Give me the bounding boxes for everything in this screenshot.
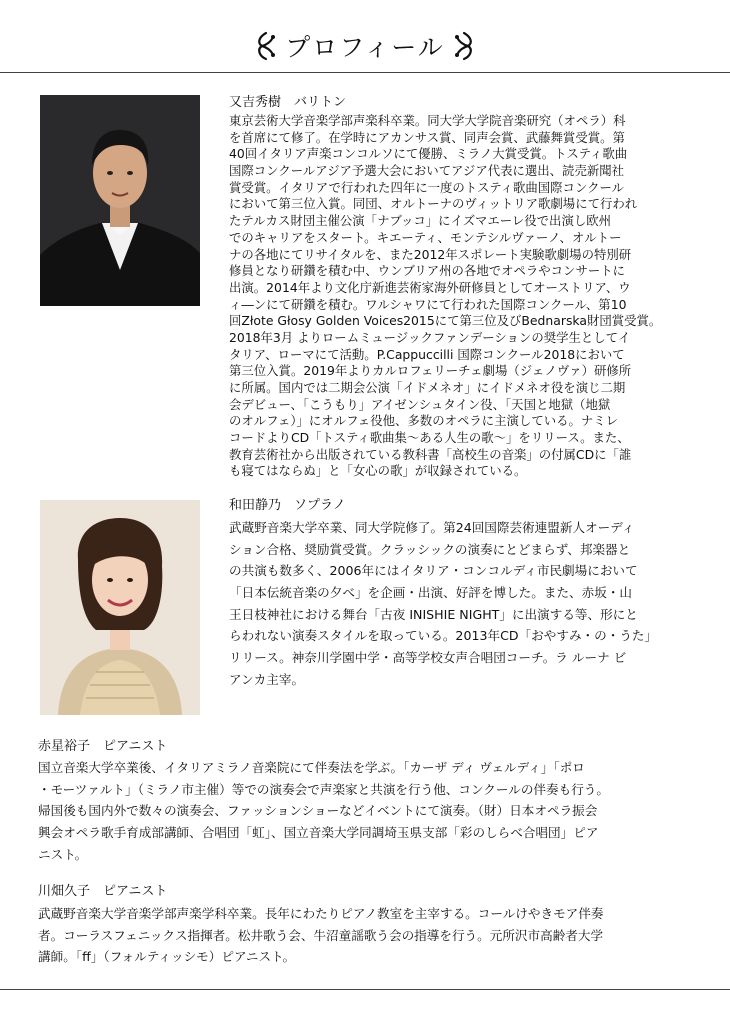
page-title: プロフィール [285, 33, 445, 62]
bio-line: 者。コーラスフェニックス指揮者。松井歌う会、牛沼童謡歌う会の指導を行う。元所沢市高齢者大学 [38, 927, 604, 943]
bio-line: 2018年3月 よりロームミュージックファンデーションの奨学生としてイ [229, 329, 631, 345]
bio-line: 「日本伝統音楽の夕べ」を企画・出演、好評を博した。また、赤坂・山 [229, 585, 632, 601]
bio-line: でのキャリアをスタート。キエーティ、モンテシルヴァーノ、オルトー [229, 229, 622, 245]
bio-line: 国立音楽大学卒業後、イタリアミラノ音楽院にて伴奏法を学ぶ。「カーザ ディ ヴェルディ」「ポロ [38, 760, 585, 775]
soprano-portrait [40, 500, 200, 715]
bio-line: において第三位入賞。同団、オルトーナのヴィットリア歌劇場にて行われ [229, 196, 638, 212]
bio-line: ナの各地にてリサイタルを、また2012年スポレート実験歌劇場の特別研 [229, 246, 632, 262]
bio-line: 回Złote Głosy Golden Voices2015にて第三位及びBednarska財団賞受賞。 [229, 313, 662, 329]
bio-line: 修員となり研鑽を積む中、ウンブリア州の各地でオペラやコンサートに [229, 263, 626, 279]
bio-line: 国際コンクールアジア予選大会においてアジア代表に選出、読売新聞社 [229, 163, 625, 179]
bio-line: に所属。国内では二期会公演「イドメネオ」にイドメネオ役を演じ二期 [229, 380, 626, 395]
bio-line: 出演。2014年より文化庁新進芸術家海外研修員としてオーストリア、ウ [229, 279, 631, 295]
bio-line: タリア、ローマにて活動。P.Cappuccilli 国際コンクール2018において [229, 346, 625, 362]
bio-line: ション合格、奨励賞受賞。クラッシックの演奏にとどまらず、邦楽器と [229, 541, 631, 557]
profile-bio [229, 113, 661, 480]
bio-line: ・モーツァルト」（ミラノ市主催）等での演奏会で声楽家と共演を行う他、コンクールの伴奏も行う。 [38, 781, 609, 797]
page-title-group [253, 28, 477, 64]
bio-line: 東京芸術大学音楽学部声楽科卒業。同大学大学院音楽研究（オペラ）科 [229, 113, 626, 128]
bio-line: 賞受賞。イタリアで行われた四年に一度のトスティ歌曲国際コンクール [229, 179, 625, 195]
profile-bio [38, 757, 609, 865]
bio-line: ニスト。 [38, 846, 88, 862]
bio-line: 武蔵野音楽大学音楽学部声楽学科卒業。長年にわたりピアノ教室を主宰する。コールけやきモア伴奏 [38, 906, 604, 921]
bio-line: も寝てはならぬ」と「女心の歌」が収録されている。 [229, 463, 527, 479]
bio-line: の共演も数多く、2006年にはイタリア・コンコルディ市民劇場において [229, 563, 638, 579]
bio-line: 第三位入賞。2019年よりカルロフェリーチェ劇場（ジェノヴァ）研修所 [229, 363, 632, 379]
bio-line: リリース。神奈川学園中学・高等学校女声合唱団コーチ。ラ ルーナ ビ [229, 650, 627, 666]
bio-line: 帰国後も国内外で数々の演奏会、ファッションショーなどイベントにて演奏。（財）日本オペラ振会 [38, 803, 598, 819]
page-header [0, 28, 730, 65]
bio-line: たテルカス財団主催公演「ナブッコ」にイズマエーレ役で出演し欧州 [229, 213, 612, 229]
left-ornament-icon [253, 31, 279, 61]
profile-bio [229, 517, 657, 691]
bio-line: 講師。「ff」（フォルティッシモ）ピアニスト。 [38, 949, 296, 965]
bio-line: 興会オペラ歌手育成部講師、合唱団「虹」、国立音楽大学同調埼玉県支部「彩のしらべ合唱団」ピア [38, 825, 599, 841]
profile-name: 和田静乃 ソプラノ [229, 498, 346, 513]
profile-name: 赤星裕子 ピアニスト [38, 739, 168, 754]
bio-line: 会デビュー、「こうもり」アイゼンシュタイン役、「天国と地獄（地獄 [229, 396, 611, 412]
bio-line: 教育芸術社から出版されている教科書「高校生の音楽」の付属CDに「誰 [229, 446, 632, 462]
baritone-portrait [40, 95, 200, 306]
profile-name: 又吉秀樹 バリトン [229, 95, 347, 110]
footer-divider [0, 989, 730, 990]
bio-line: 武蔵野音楽大学卒業、同大学院修了。第24回国際芸術連盟新人オーディ [229, 520, 635, 535]
profile-bio [38, 903, 603, 968]
bio-line: コードよりCD「トスティ歌曲集～ある人生の歌～」をリリース。また、 [229, 430, 630, 446]
profile-name: 川畑久子 ピアニスト [38, 884, 168, 899]
bio-line: アンカ主宰。 [229, 671, 305, 687]
bio-line: のオルフェ）」にオルフェ役他、多数のオペラに主演している。ナミレ [229, 413, 619, 429]
bio-line: ィ―ンにて研鑽を積む。ワルシャワにて行われた国際コンクール、第10 [229, 296, 627, 312]
bio-line: 王日枝神社における舞台「古夜 INISHIE NIGHT」に出演する等、形にと [229, 606, 638, 622]
header-divider [0, 72, 730, 73]
bio-line: を首席にて修了。在学時にアカンサス賞、同声会賞、武藤舞賞受賞。第 [229, 129, 625, 145]
bio-line: 40回イタリア声楽コンコルソにて優勝、ミラノ大賞受賞。トスティ歌曲 [229, 146, 628, 162]
right-ornament-icon [451, 31, 477, 61]
bio-line: らわれない演奏スタイルを取っている。2013年CD「おやすみ・の・うた」 [229, 628, 658, 644]
